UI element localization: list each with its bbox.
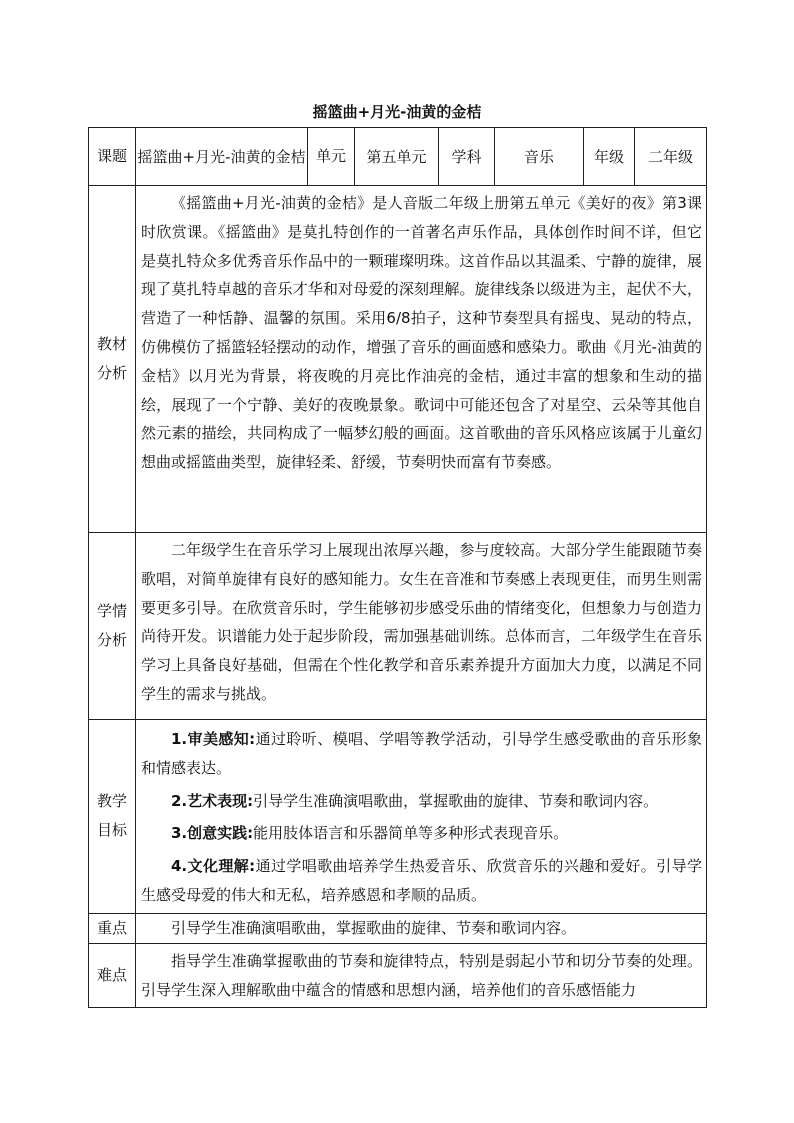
key-points-text: 引导学生准确演唱歌曲，掌握歌曲的旋律、节奏和歌词内容。 [171, 918, 577, 937]
goal-performance-text: 引导学生准确演唱歌曲，掌握歌曲的旋律、节奏和歌词内容。 [253, 791, 659, 810]
student-label-line1: 学情 [96, 602, 127, 620]
goal-creative [141, 819, 702, 848]
teaching-goals-content [136, 720, 707, 914]
goal-performance-head: 2.艺术表现: [171, 791, 254, 810]
teaching-goals-row [89, 720, 707, 914]
subject-label: 学科 [439, 128, 495, 186]
lesson-plan-table [88, 127, 707, 1008]
material-analysis-label [89, 186, 136, 533]
teaching-goals-label [89, 720, 136, 914]
lesson-label: 课题 [89, 128, 136, 186]
goal-aesthetic-text: 通过聆听、模唱、学唱等教学活动，引导学生感受歌曲的音乐形象和情感表达。 [141, 730, 702, 777]
unit-value: 第五单元 [355, 128, 439, 186]
key-points-content [136, 913, 707, 943]
goal-culture-text: 通过学唱歌曲培养学生热爱音乐、欣赏音乐的兴趣和爱好。引导学生感受母爱的伟大和无私，培养感恩和孝顺的品质。 [141, 857, 702, 904]
goal-culture [141, 852, 702, 910]
grade-label: 年级 [584, 128, 635, 186]
header-row [89, 128, 707, 186]
material-analysis-content [136, 186, 707, 533]
goal-aesthetic [141, 725, 702, 783]
goals-label-line2: 目标 [96, 821, 127, 840]
difficulties-label: 难点 [89, 943, 136, 1008]
goals-label-line1: 教学 [96, 792, 127, 811]
student-analysis-text: 二年级学生在音乐学习上展现出浓厚兴趣，参与度较高。大部分学生能跟随节奏歌唱，对简单旋律有良好的感知能力。女生在音准和节奏感上表现更佳，而男生则需要更多引导。在欣赏音乐时，学生能够初步感受乐曲的情绪变化，但想象力与创造力尚待开发。识谱能力处于起步阶段，需加强基础训练。总体而言，二年级学生在音乐学习上具备良好基础，但需在个性化教学和音乐素养提升方面加大力度，以满足不同学生的需求与挑战。 [141, 541, 702, 703]
student-analysis-row [89, 533, 707, 720]
material-analysis-row [89, 186, 707, 533]
key-points-label: 重点 [89, 913, 136, 943]
student-label-line2: 分析 [96, 631, 127, 649]
material-label-line2: 分析 [96, 364, 127, 382]
material-label-line1: 教材 [96, 335, 127, 353]
student-analysis-content [136, 533, 707, 720]
key-points-row [89, 913, 707, 943]
difficulties-text: 指导学生准确掌握歌曲的节奏和旋律特点，特别是弱起小节和切分节奏的处理。引导学生深入理解歌曲中蕴含的情感和思想内涵，培养他们的音乐感悟能力 [141, 951, 702, 999]
goal-performance [141, 787, 702, 816]
grade-value: 二年级 [635, 128, 707, 186]
goal-aesthetic-head: 1.审美感知: [171, 730, 256, 748]
goal-creative-text: 能用肢体语言和乐器简单等多种形式表现音乐。 [253, 824, 569, 843]
lesson-value: 摇篮曲+月光-油黄的金桔 [136, 128, 308, 186]
goal-culture-head: 4.文化理解: [171, 857, 256, 876]
goal-creative-head: 3.创意实践: [171, 824, 254, 843]
difficulties-content [136, 943, 707, 1008]
material-analysis-text: 《摇篮曲+月光-油黄的金桔》是人音版二年级上册第五单元《美好的夜》第3课时欣赏课。《摇篮曲》是莫扎特创作的一首著名声乐作品，具体创作时间不详，但它是莫扎特众多优秀音乐作品中的一颗璀璨明珠。这首作品以其温柔、宁静的旋律，展现了莫扎特卓越的音乐才华和对母爱的深刻理解。旋律线条以级进为主，起伏不大，营造了一种恬静、温馨的氛围。采用6/8拍子，这种节奏型具有摇曳、晃动的特点，仿佛模仿了摇篮轻轻摆动的动作，增强了音乐的画面感和感染力。歌曲《月光-油黄的金桔》以月光为背景，将夜晚的月亮比作油亮的金桔，通过丰富的想象和生动的描绘，展现了一个宁静、美好的夜晚景象。歌词中可能还包含了对星空、云朵等其他自然元素的描绘，共同构成了一幅梦幻般的画面。这首歌曲的音乐风格应该属于儿童幻想曲或摇篮曲类型，旋律轻柔、舒缓，节奏明快而富有节奏感。 [141, 194, 702, 472]
student-analysis-label [89, 533, 136, 720]
subject-value: 音乐 [495, 128, 584, 186]
document-title: 摇篮曲+月光-油黄的金桔 [312, 103, 482, 121]
difficulties-row [89, 943, 707, 1008]
unit-label: 单元 [308, 128, 355, 186]
